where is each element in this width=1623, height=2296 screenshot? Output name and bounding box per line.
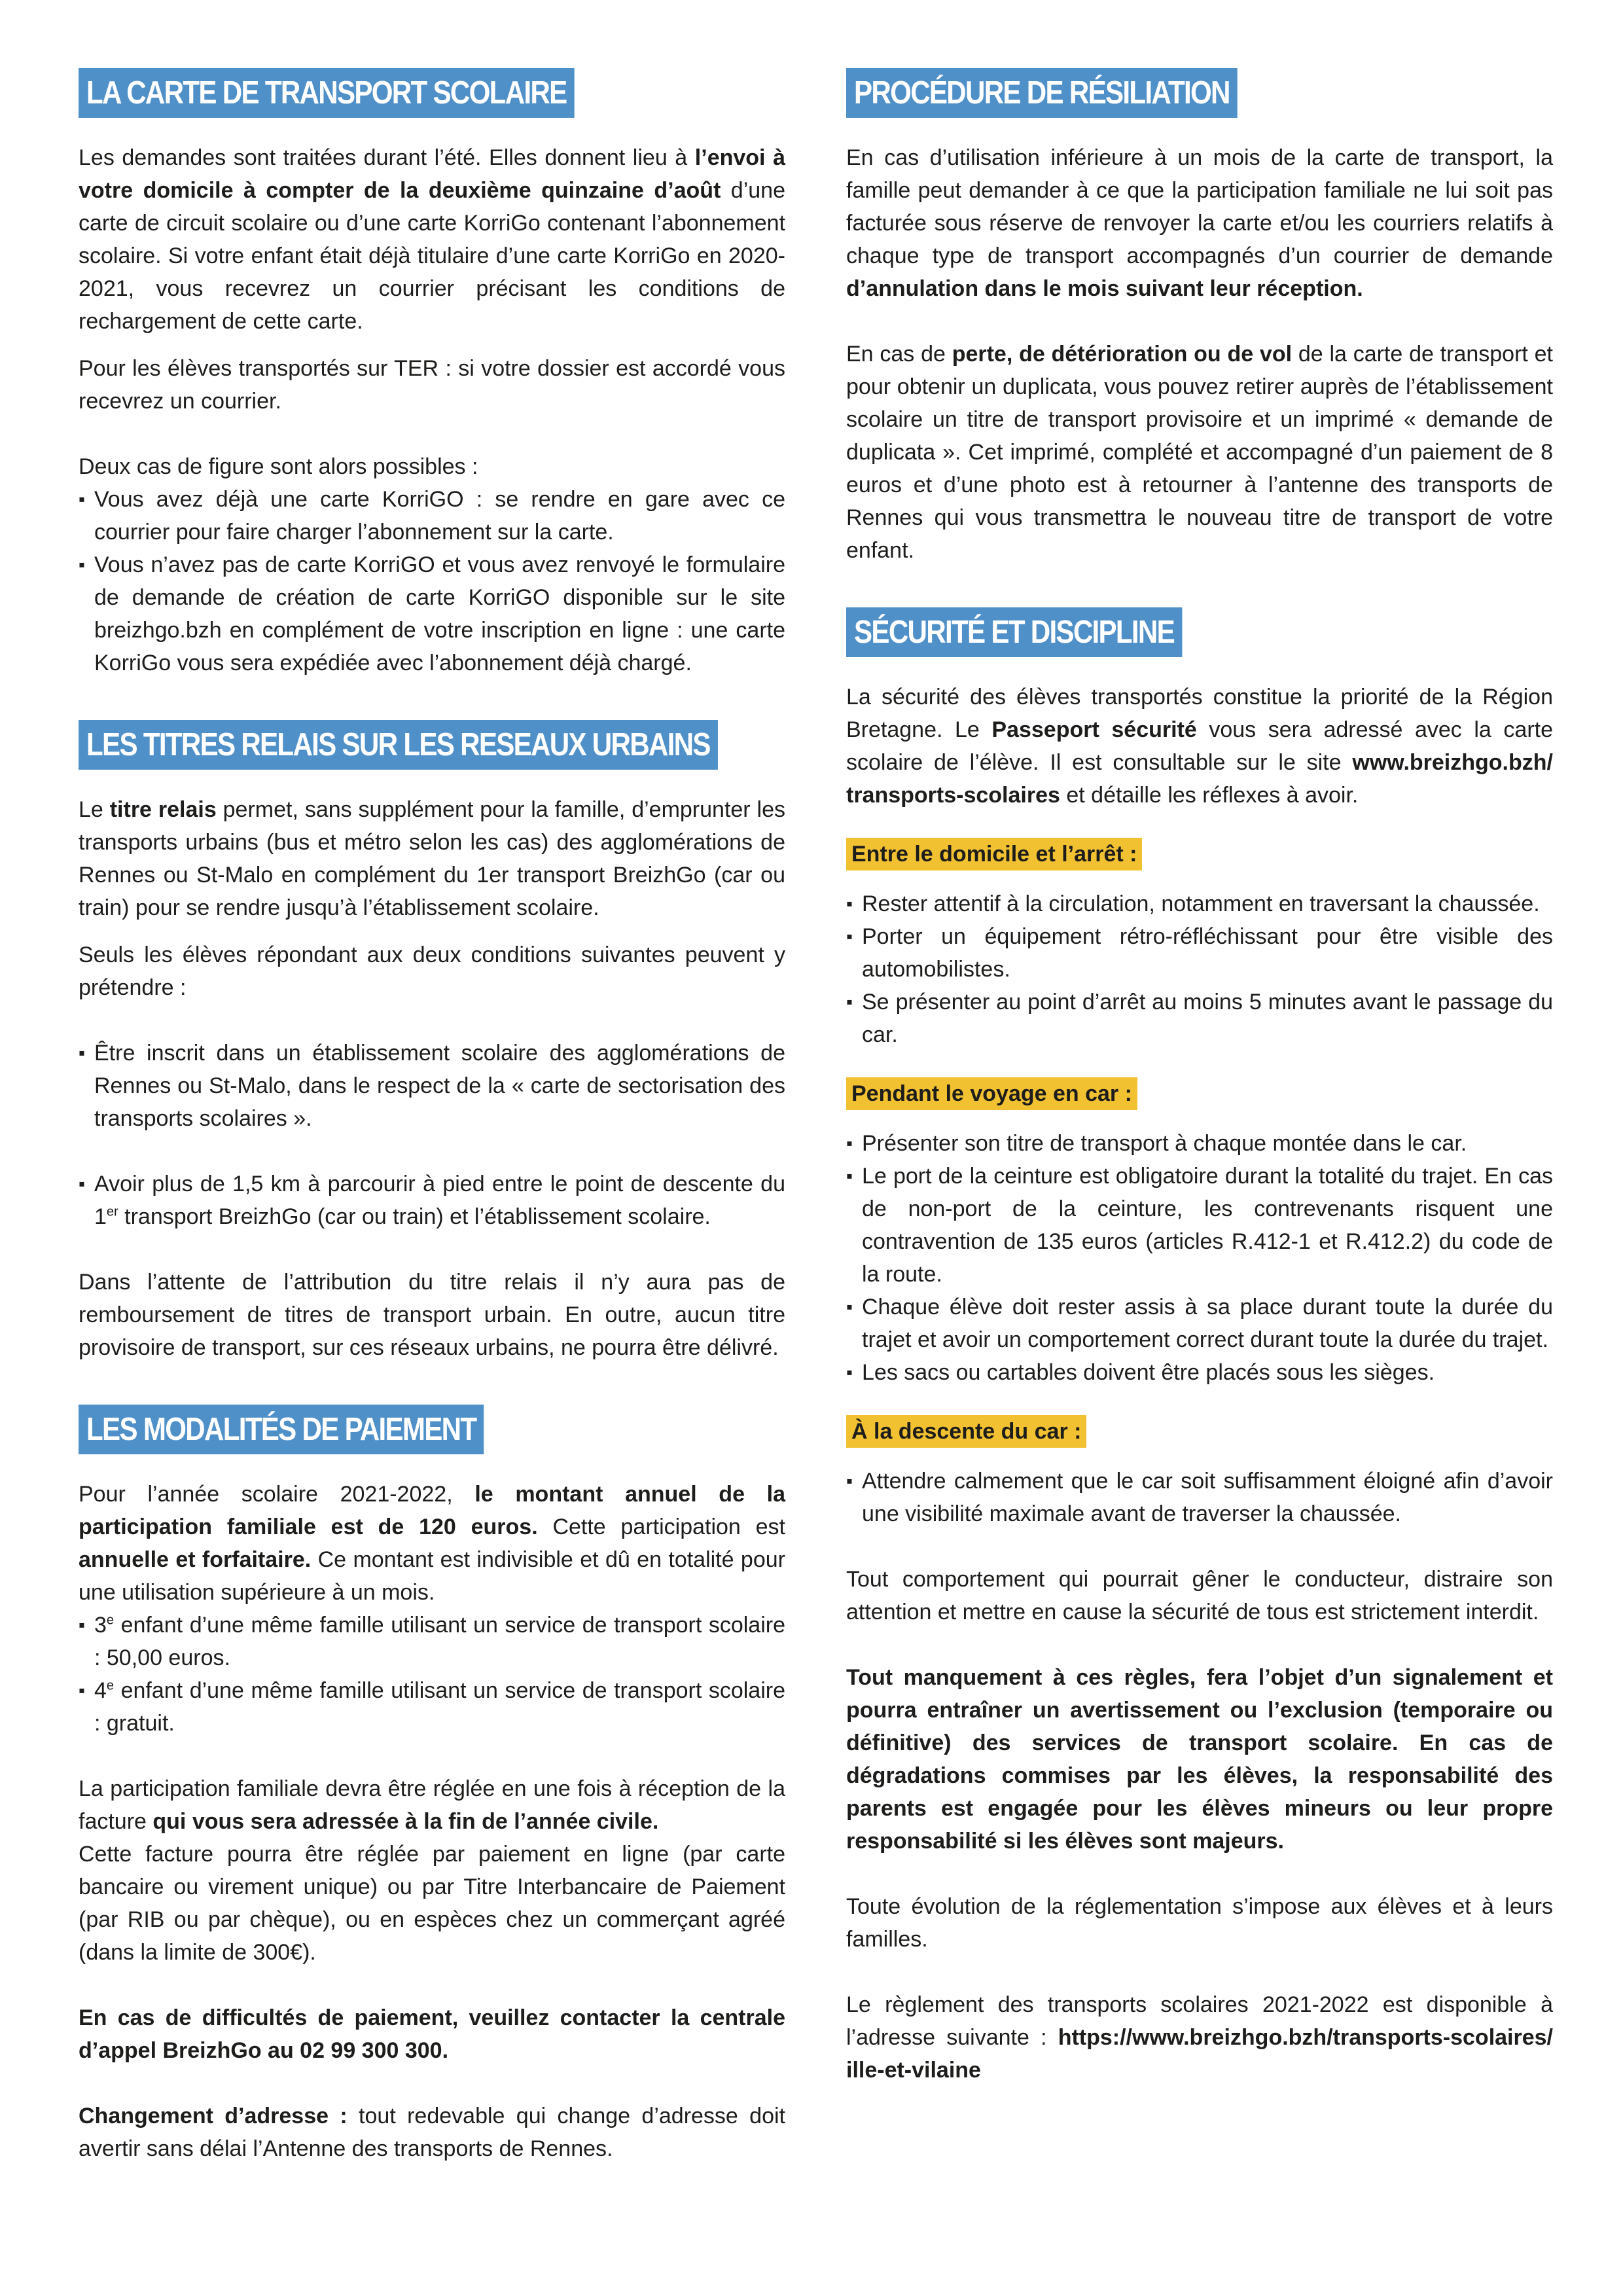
list-item: ▪ Chaque élève doit rester assis à sa place durant toute la durée du trajet et avoir un comportement correct durant toute la durée du trajet. [846, 1291, 1553, 1356]
heading-resiliation: PROCÉDURE DE RÉSILIATION [846, 68, 1238, 118]
heading-securite-discipline: SÉCURITÉ ET DISCIPLINE [846, 607, 1182, 657]
list-item: ▪ Attendre calmement que le car soit suffisamment éloigné afin d’avoir une visibilité maximale avant de traverser la chaussée. [846, 1465, 1553, 1530]
list-item: ▪ Avoir plus de 1,5 km à parcourir à pied entre le point de descente du 1er transport BreizhGo (car ou train) et l’établissement scolaire. [79, 1168, 785, 1233]
paragraph: Toute évolution de la réglementation s’impose aux élèves et à leurs familles. [846, 1894, 1553, 1952]
paragraph: En cas de perte, de détérioration ou de vol de la carte de transport et pour obtenir un duplicata, vous pouvez retirer auprès de l’établissement scolaire un titre de transport provisoire et un imprimé « demande de duplicata ». Cet imprimé, complété et accompagné d’un paiement de 8 euros et d’une photo est à retourner à l’antenne des transports de Rennes qui vous transmettra le nouveau titre de transport de votre enfant. [846, 342, 1553, 563]
paragraph: Tout manquement à ces règles, fera l’objet d’un signalement et pourra entraîner un avertissement ou l’exclusion (temporaire ou définitive) des services de transport scolaire. En cas de dégradations commises par les élèves, la responsabilité des parents est engagée pour les élèves mineurs ou leur propre responsabilité si les élèves sont majeurs. [846, 1665, 1553, 1854]
paragraph: Le règlement des transports scolaires 2021-2022 est disponible à l’adresse suivante : https://www.breizhgo.bzh/transports-scolaires/ ille-et-vilaine [846, 1992, 1553, 2083]
left-column [79, 68, 785, 2206]
paragraph: Seuls les élèves répondant aux deux conditions suivantes peuvent y prétendre : [79, 942, 785, 1000]
paragraph: En cas de difficultés de paiement, veuillez contacter la centrale d’appel BreizhGo au 02 99 300 300. [79, 2005, 785, 2063]
paragraph: Le titre relais permet, sans supplément pour la famille, d’emprunter les transports urbains (bus et métro selon les cas) des agglomérations de Rennes ou St-Malo en complément du 1er transport BreizhGo (car ou train) pour se rendre jusqu’à l’établissement scolaire. [79, 797, 785, 920]
heading-titres-relais: LES TITRES RELAIS SUR LES RESEAUX URBAINS [79, 720, 718, 770]
list-item: ▪ 3e enfant d’une même famille utilisant un service de transport scolaire : 50,00 euros. [79, 1609, 785, 1674]
paragraph: Cette facture pourra être réglée par paiement en ligne (par carte bancaire ou virement unique) ou par Titre Interbancaire de Paiement (par RIB ou par chèque), ou en espèces chez un commerçant agréé (dans la limite de 300€). [79, 1842, 785, 1965]
list-item: ▪ Les sacs ou cartables doivent être placés sous les sièges. [846, 1356, 1553, 1389]
list-item: ▪ 4e enfant d’une même famille utilisant un service de transport scolaire : gratuit. [79, 1674, 785, 1740]
subheading-voyage-car: Pendant le voyage en car : [846, 1077, 1137, 1110]
heading-modalites-paiement: LES MODALITÉS DE PAIEMENT [79, 1405, 484, 1454]
subheading-domicile-arret: Entre le domicile et l’arrêt : [846, 838, 1142, 870]
section-resiliation [846, 68, 1553, 567]
paragraph: En cas d’utilisation inférieure à un mois de la carte de transport, la famille peut demander à ce que la participation familiale ne lui soit pas facturée sous réserve de renvoyer la carte et/ou les courriers relatifs à chaque type de transport accompagnés d’un courrier de demande d’annulation dans le mois suivant leur réception. [846, 145, 1553, 301]
paragraph: Pour les élèves transportés sur TER : si votre dossier est accordé vous recevrez un courrier. [79, 356, 785, 414]
right-column [846, 68, 1553, 2127]
list-item: ▪ Porter un équipement rétro-réfléchissant pour être visible des automobilistes. [846, 920, 1553, 986]
list-item: ▪ Présenter son titre de transport à chaque montée dans le car. [846, 1127, 1553, 1160]
section-titres-relais [79, 720, 785, 1364]
section-securite-discipline [846, 607, 1553, 2087]
list-item: ▪ Rester attentif à la circulation, notamment en traversant la chaussée. [846, 888, 1553, 920]
list-item: ▪ Être inscrit dans un établissement scolaire des agglomérations de Rennes ou St-Malo, dans le respect de la « carte de sectorisation des transports scolaires ». [79, 1037, 785, 1135]
paragraph: La participation familiale devra être réglée en une fois à réception de la facture qui vous sera adressée à la fin de l’année civile. [79, 1776, 785, 1834]
paragraph: Deux cas de figure sont alors possibles : [79, 454, 478, 479]
paragraph: Les demandes sont traitées durant l’été. Elles donnent lieu à l’envoi à votre domicile à compter de la deuxième quinzaine d’août d’une carte de circuit scolaire ou d’une carte KorriGo contenant l’abonnement scolaire. Si votre enfant était déjà titulaire d’une carte KorriGo en 2020-2021, vous recevrez un courrier précisant les conditions de rechargement de cette carte. [79, 145, 785, 334]
paragraph: La sécurité des élèves transportés constitue la priorité de la Région Bretagne. Le Passeport sécurité vous sera adressé avec la carte scolaire de l’élève. Il est consultable sur le site www.breizhgo.bzh/ transports-scolaires et détaille les réflexes à avoir. [846, 685, 1554, 808]
list-item: ▪ Le port de la ceinture est obligatoire durant la totalité du trajet. En cas de non-port de la ceinture, les contrevenants risquent une contravention de 135 euros (articles R.412-1 et R.412.2) du code de la route. [846, 1160, 1553, 1291]
subheading-descente-car: À la descente du car : [846, 1415, 1086, 1448]
paragraph: Changement d’adresse : tout redevable qui change d’adresse doit avertir sans délai l’Antenne des transports de Rennes. [79, 2104, 785, 2161]
list-item: ▪ Se présenter au point d’arrêt au moins 5 minutes avant le passage du car. [846, 986, 1553, 1051]
paragraph: Tout comportement qui pourrait gêner le conducteur, distraire son attention et mettre en cause la sécurité de tous est strictement interdit. [846, 1567, 1553, 1624]
section-carte-transport [79, 68, 785, 679]
paragraph: Pour l’année scolaire 2021-2022, le montant annuel de la participation familiale est de 120 euros. Cette participation est annuelle et forfaitaire. Ce montant est indivisible et dû en totalité pour une utilisation supérieure à un mois. [79, 1482, 785, 1605]
list-item: ▪ Vous n’avez pas de carte KorriGO et vous avez renvoyé le formulaire de demande de création de carte KorriGO disponible sur le site breizhgo.bzh en complément de votre inscription en ligne : une carte KorriGo vous sera expédiée avec l’abonnement déjà chargé. [79, 548, 785, 679]
reglement-link[interactable]: https://www.breizhgo.bzh/transports-scolaires/ ille-et-vilaine [846, 2025, 1553, 2083]
section-modalites-paiement [79, 1405, 785, 2165]
paragraph: Dans l’attente de l’attribution du titre relais il n’y aura pas de remboursement de titres de transport urbain. En outre, aucun titre provisoire de transport, sur ces réseaux urbains, ne pourra être délivré. [79, 1270, 785, 1360]
heading-carte-transport: LA CARTE DE TRANSPORT SCOLAIRE [79, 68, 575, 118]
list-item: ▪ Vous avez déjà une carte KorriGO : se rendre en gare avec ce courrier pour faire charger l’abonnement sur la carte. [79, 483, 785, 548]
